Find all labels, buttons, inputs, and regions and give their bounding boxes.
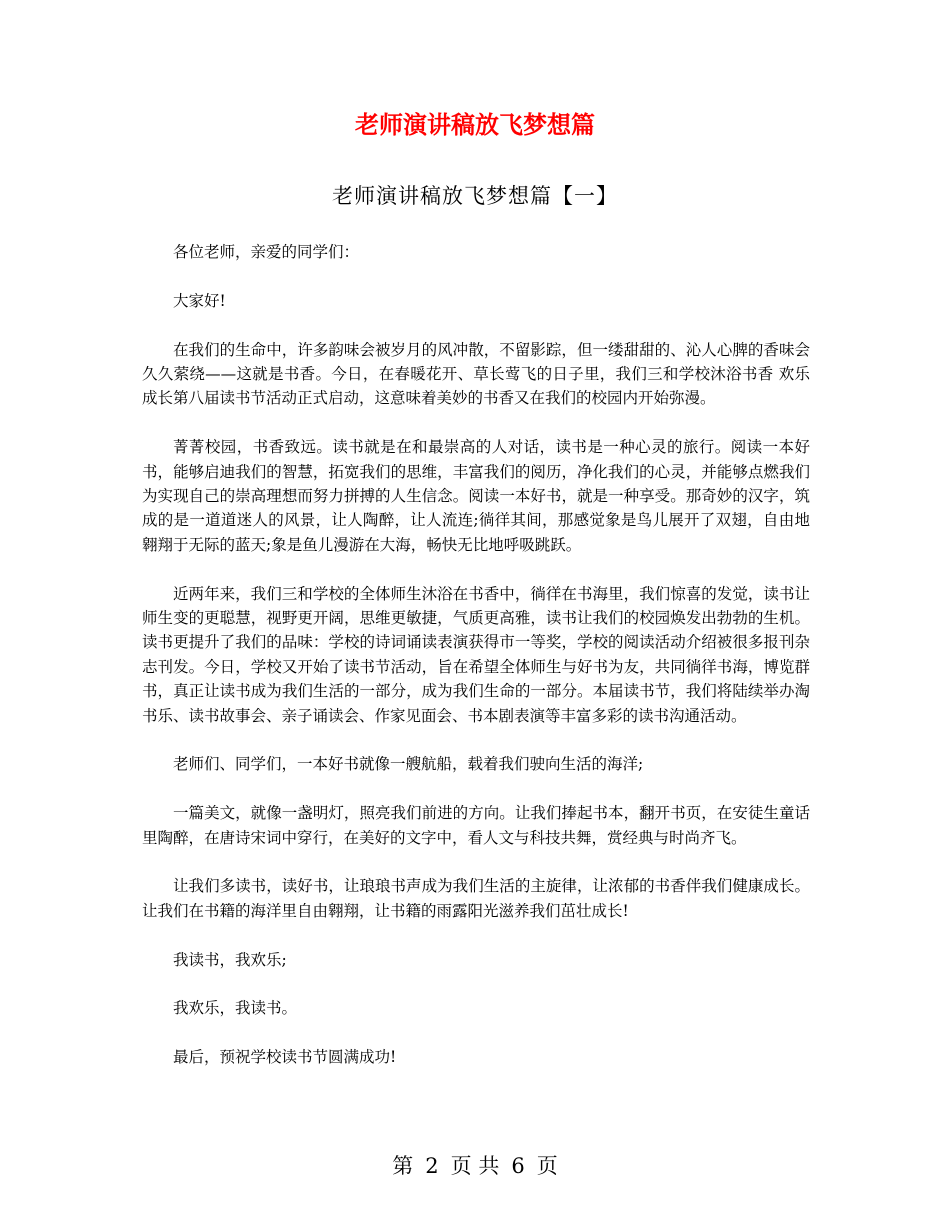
- page-number-footer: [0, 1152, 950, 1180]
- page-prefix: 第: [392, 1154, 414, 1178]
- paragraph: 菁菁校园，书香致远。读书就是在和最崇高的人对话，读书是一种心灵的旅行。阅读一本好书，能够启迪我们的智慧，拓宽我们的思维，丰富我们的阅历，净化我们的心灵，并能够点燃我们为实现自己的崇高理想而努力拼搏的人生信念。阅读一本好书，就是一种享受。那奇妙的汉字，筑成的是一道道迷人的风景，让人陶醉，让人流连;徜徉其间，那感觉象是鸟儿展开了双翅，自由地翱翔于无际的蓝天;象是鱼儿漫游在大海，畅快无比地呼吸跳跃。: [142, 438, 810, 554]
- page-suffix: 页: [536, 1154, 558, 1178]
- paragraph: 让我们多读书，读好书，让琅琅书声成为我们生活的主旋律，让浓郁的书香伴我们健康成长。让我们在书籍的海洋里自由翱翔，让书籍的雨露阳光滋养我们茁壮成长!: [142, 877, 810, 920]
- page-total: 6: [511, 1154, 525, 1178]
- page-mid: 页 共: [450, 1154, 500, 1178]
- paragraph: 近两年来，我们三和学校的全体师生沐浴在书香中，徜徉在书海里，我们惊喜的发觉，读书让师生变的更聪慧，视野更开阔，思维更敏捷，气质更高雅，读书让我们的校园焕发出勃勃的生机。读书更提升了我们的品味：学校的诗词诵读表演获得市一等奖，学校的阅读活动介绍被很多报刊杂志刊发。今日，学校又开始了读书节活动，旨在希望全体师生与好书为友，共同徜徉书海，博览群书，真正让读书成为我们生活的一部分，成为我们生命的一部分。本届读书节，我们将陆续举办淘书乐、读书故事会、亲子诵读会、作家见面会、书本剧表演等丰富多彩的读书沟通活动。: [142, 584, 810, 725]
- paragraph: 一篇美文，就像一盏明灯，照亮我们前进的方向。让我们捧起书本，翻开书页，在安徒生童话里陶醉，在唐诗宋词中穿行，在美好的文字中，看人文与科技共舞，赏经典与时尚齐飞。: [142, 804, 810, 847]
- page-current: 2: [425, 1154, 439, 1178]
- paragraph-hello: 大家好!: [173, 291, 226, 310]
- document-title: 老师演讲稿放飞梦想篇: [355, 111, 595, 139]
- document-subtitle: 老师演讲稿放飞梦想篇【一】: [332, 184, 618, 208]
- document-body: [142, 240, 810, 1094]
- paragraph: 老师们、同学们，一本好书就像一艘航船，载着我们驶向生活的海洋;: [173, 755, 644, 774]
- paragraph-closing: 最后，预祝学校读书节圆满成功!: [173, 1048, 397, 1067]
- paragraph: 我读书，我欢乐;: [173, 950, 287, 969]
- paragraph-greeting: 各位老师，亲爱的同学们：: [173, 243, 360, 261]
- paragraph: 在我们的生命中，许多韵味会被岁月的风冲散，不留影踪，但一缕甜甜的、沁人心脾的香味会久久萦绕——这就是书香。今日，在春暖花开、草长莺飞的日子里，我们三和学校沐浴书香 欢乐成长第八届读书节活动正式启动，这意味着美妙的书香又在我们的校园内开始弥漫。: [142, 340, 810, 408]
- paragraph: 我欢乐，我读书。: [173, 999, 298, 1018]
